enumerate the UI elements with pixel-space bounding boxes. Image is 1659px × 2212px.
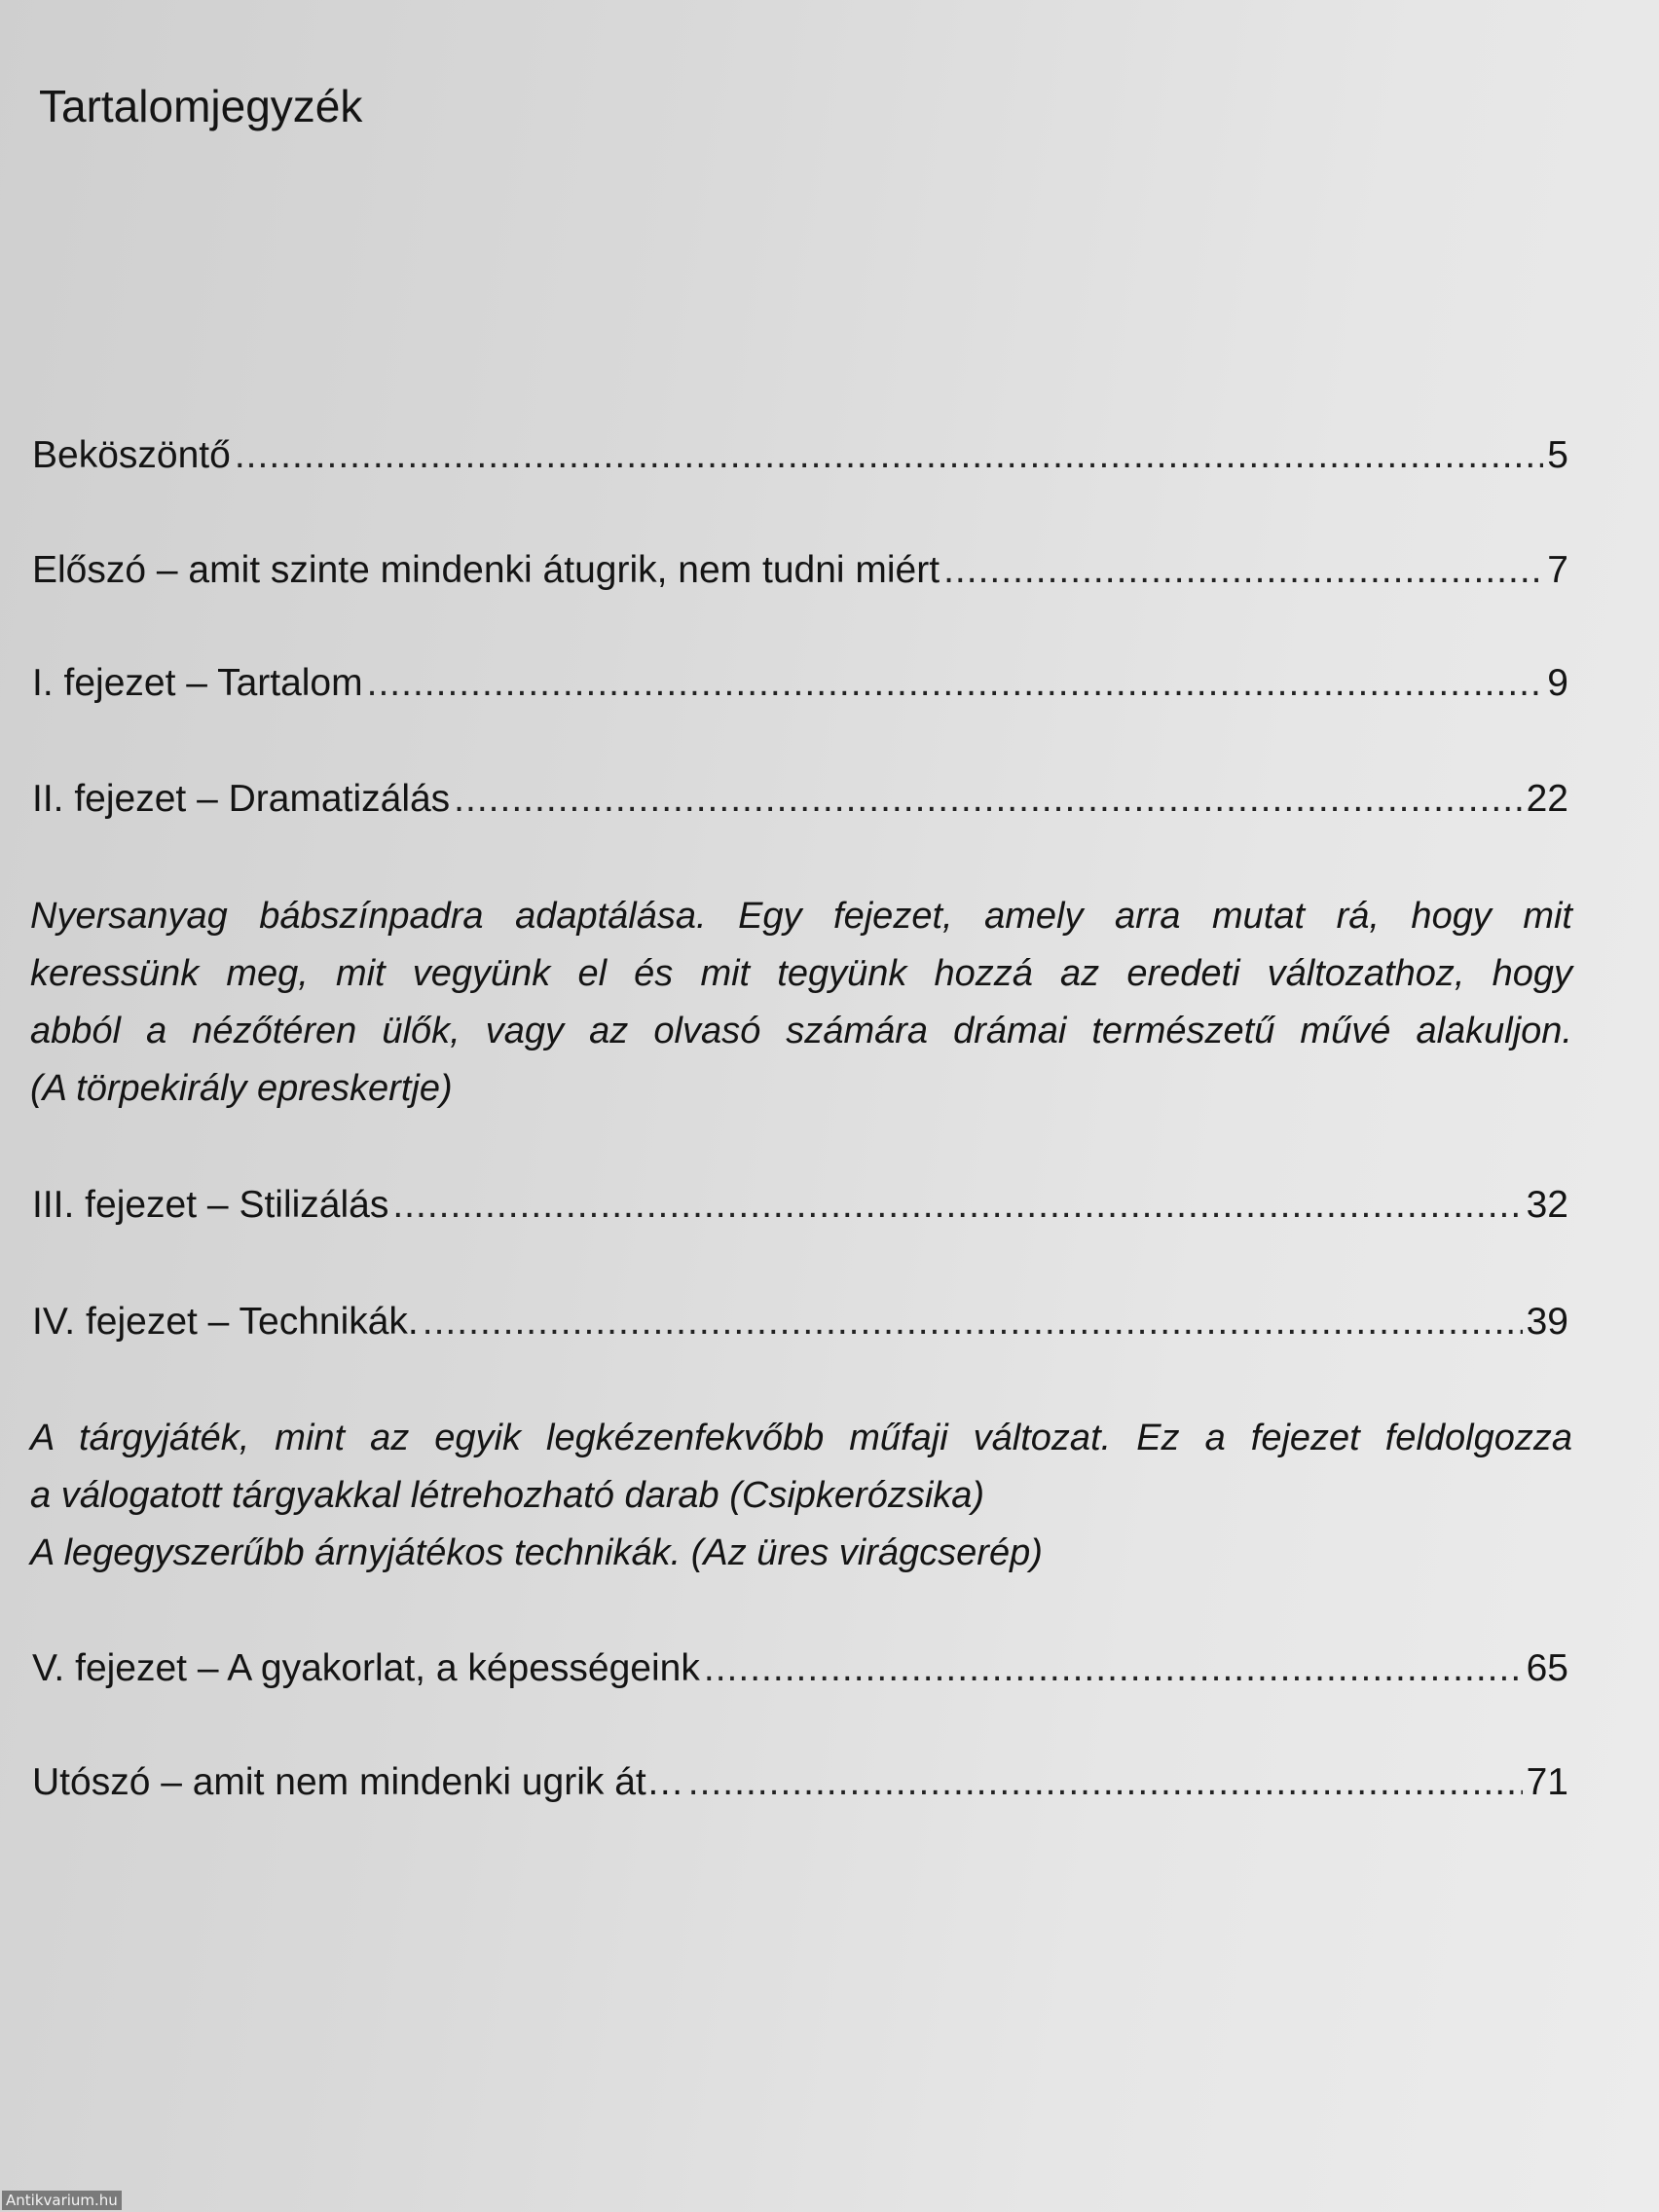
toc-page-number: 32: [1526, 1184, 1568, 1226]
dot-leader: [392, 1181, 1522, 1230]
description-line: Nyersanyag bábszínpadra adaptálása. Egy fejezet, amely arra mutat rá, hogy mit: [30, 896, 1572, 937]
toc-entry-fejezet-5: [32, 1644, 1568, 1693]
toc-entry-bekoszonto: [32, 431, 1568, 480]
dot-leader: [454, 775, 1522, 824]
toc-entry-label: II. fejezet – Dramatizálás: [32, 778, 451, 820]
description-line: a válogatott tárgyakkal létrehozható darab (Csipkerózsika): [30, 1475, 985, 1516]
toc-entry-fejezet-1: [32, 659, 1568, 708]
description-line: A legegyszerűbb árnyjátékos technikák. (Az üres virágcserép): [30, 1532, 1043, 1573]
toc-entry-fejezet-3: [32, 1181, 1568, 1230]
dot-leader: [943, 546, 1543, 595]
toc-entry-label: I. fejezet – Tartalom: [32, 662, 363, 704]
toc-entry-utoszo: [32, 1758, 1568, 1807]
toc-page-number: 71: [1526, 1761, 1568, 1803]
toc-page-number: 9: [1547, 662, 1568, 704]
description-line: keressünk meg, mit vegyünk el és mit tegyünk hozzá az eredeti változathoz, hogy: [30, 953, 1572, 994]
toc-page-number: 22: [1526, 778, 1568, 820]
toc-entry-label: III. fejezet – Stilizálás: [32, 1184, 389, 1226]
toc-entry-label: Előszó – amit szinte mindenki átugrik, nem tudni miért: [32, 549, 940, 591]
toc-page-number: 65: [1526, 1647, 1568, 1689]
chapter-description-dramatizalas: [30, 888, 1572, 1118]
toc-entry-label: Utószó – amit nem mindenki ugrik át…: [32, 1761, 684, 1803]
page-title: Tartalomjegyzék: [39, 81, 363, 131]
toc-entry-fejezet-2: [32, 775, 1568, 824]
watermark: Antikvarium.hu: [2, 2191, 122, 2210]
toc-entry-fejezet-4: [32, 1298, 1568, 1346]
description-line: abból a nézőtéren ülők, vagy az olvasó számára drámai természetű művé alakuljon.: [30, 1011, 1572, 1051]
dot-leader: [704, 1644, 1523, 1693]
toc-page-number: 7: [1547, 549, 1568, 591]
toc-entry-label: V. fejezet – A gyakorlat, a képességeink: [32, 1647, 700, 1689]
description-line: A tárgyjáték, mint az egyik legkézenfekvőbb műfaji változat. Ez a fejezet feldolgozza: [30, 1418, 1572, 1458]
toc-entry-label: Beköszöntő: [32, 434, 231, 476]
dot-leader: [688, 1758, 1523, 1807]
dot-leader: [367, 659, 1544, 708]
toc-page-number: 5: [1547, 434, 1568, 476]
description-line: (A törpekirály epreskertje): [30, 1068, 453, 1109]
chapter-description-technikak: [30, 1410, 1572, 1582]
dot-leader: [235, 431, 1543, 480]
toc-entry-eloszo: [32, 546, 1568, 595]
dot-leader: [423, 1298, 1523, 1346]
toc-entry-label: IV. fejezet – Technikák.: [32, 1301, 419, 1343]
toc-page-number: 39: [1526, 1301, 1568, 1343]
